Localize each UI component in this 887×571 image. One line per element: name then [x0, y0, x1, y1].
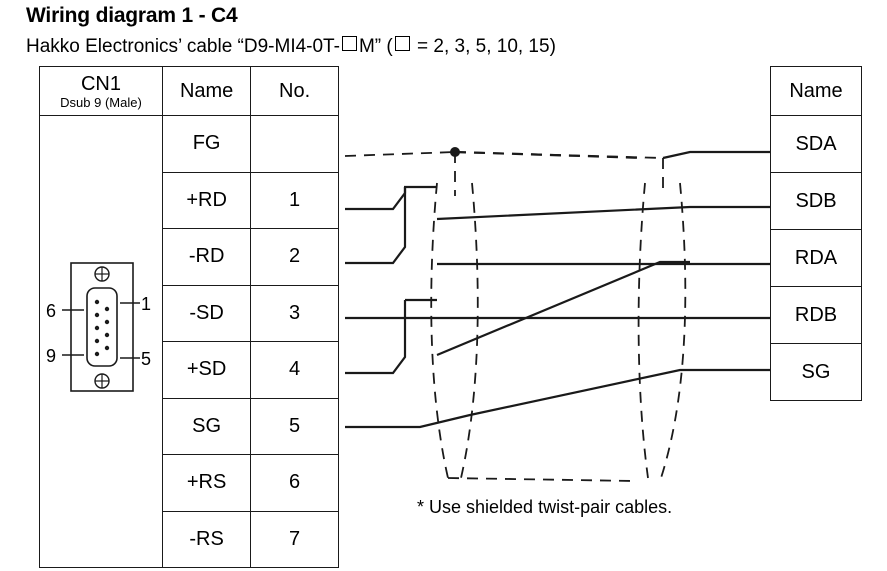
table-row [771, 344, 862, 401]
pin-name-4: +SD [163, 342, 251, 399]
wire-to-sdb [437, 207, 770, 219]
twist-pair-envelope-right [639, 183, 686, 478]
wire-sd-plus-jog [345, 300, 405, 373]
connector-pin-label-9: 9 [46, 346, 57, 366]
wire-rd-minus-jog [345, 187, 405, 263]
pin-no-4: 4 [251, 342, 339, 399]
signal-name-3: RDB [771, 287, 862, 344]
pin-no-5: 5 [251, 398, 339, 455]
pin-no-0 [251, 116, 339, 173]
connector-pin-label-1: 1 [141, 294, 152, 314]
pin-no-1: 1 [251, 172, 339, 229]
target-signal-table [770, 66, 862, 401]
shield-wire-fg [345, 147, 663, 196]
cn1-subtitle: Dsub 9 (Male) [60, 94, 142, 110]
wire-rd-plus-jog [345, 187, 405, 209]
page-title: Wiring diagram 1 - C4 [26, 4, 238, 27]
page-subtitle [26, 36, 556, 58]
signal-name-4: SG [771, 344, 862, 401]
signal-name-2: RDA [771, 230, 862, 287]
table-row [771, 287, 862, 344]
wire-sg-to-sg [345, 370, 770, 427]
twist-pair-envelope-left [431, 183, 635, 481]
pin-name-0: FG [163, 116, 251, 173]
wire-to-sda [663, 152, 770, 158]
cn1-header-cell [40, 67, 163, 116]
pin-name-7: -RS [163, 511, 251, 568]
subtitle-post-text: M” ( [358, 36, 393, 57]
signal-name-0: SDA [771, 116, 862, 173]
subtitle-end-text: = 2, 3, 5, 10, 15) [411, 36, 556, 57]
pin-no-7: 7 [251, 511, 339, 568]
cn1-title: CN1 [80, 72, 121, 95]
pin-name-2: -RD [163, 229, 251, 286]
column-header-no: No. [251, 67, 339, 116]
square-placeholder-icon [342, 36, 357, 51]
table-row [771, 173, 862, 230]
pin-no-6: 6 [251, 455, 339, 512]
connector-pin-label-6: 6 [46, 301, 57, 321]
square-placeholder-icon-2 [395, 36, 410, 51]
table-header-row [771, 67, 862, 116]
column-header-name: Name [163, 67, 251, 116]
dsub9-connector-drawing [40, 116, 162, 567]
shield-junction-dot [450, 147, 460, 157]
wire-sd-crossing [437, 262, 690, 355]
wire-shield-right [455, 152, 645, 158]
dsub9-connector-cell [40, 116, 163, 568]
table-row [771, 116, 862, 173]
column-header-name-right: Name [771, 67, 862, 116]
pin-name-3: -SD [163, 285, 251, 342]
pin-name-1: +RD [163, 172, 251, 229]
pin-no-3: 3 [251, 285, 339, 342]
cn1-pin-table [39, 66, 339, 568]
table-header-row [40, 67, 339, 116]
pin-no-2: 2 [251, 229, 339, 286]
pin-name-6: +RS [163, 455, 251, 512]
shielded-cable-note: * Use shielded twist-pair cables. [417, 497, 673, 517]
connector-pin-label-5: 5 [141, 349, 152, 369]
table-row [40, 116, 339, 173]
subtitle-pre-text: Hakko Electronics’ cable “D9-MI4-0T- [26, 36, 340, 57]
pin-name-5: SG [163, 398, 251, 455]
table-row [771, 230, 862, 287]
signal-name-1: SDB [771, 173, 862, 230]
